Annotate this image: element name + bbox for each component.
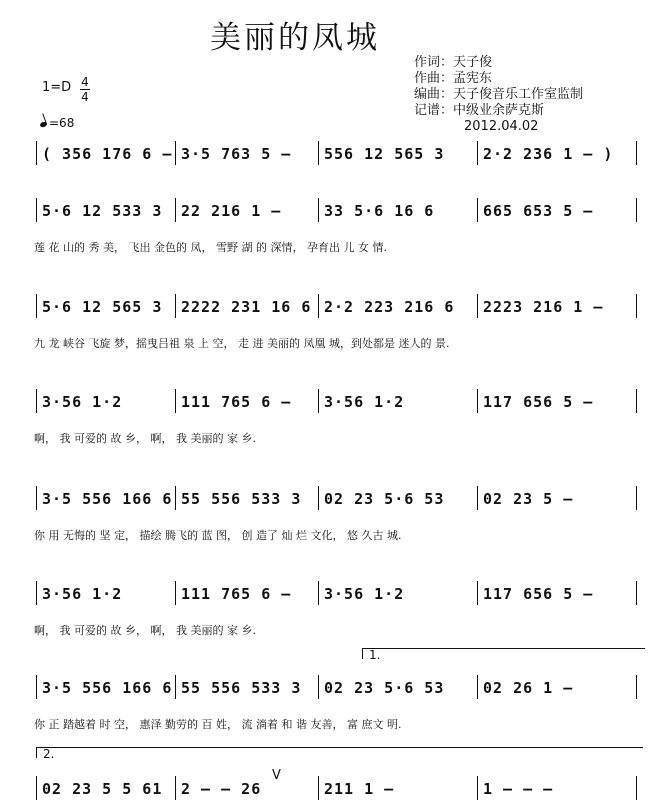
barline: [636, 776, 637, 800]
measure: 111 765 6 –: [181, 393, 292, 411]
measure: 2·2 223 216 6: [324, 298, 455, 316]
barline: [636, 389, 637, 413]
barline: [318, 675, 319, 699]
measure: 3·56 1·2: [42, 585, 123, 603]
measure: 22 216 1 –: [181, 202, 282, 220]
barline: [175, 776, 176, 800]
measure: 02 23 5 –: [483, 490, 574, 508]
measure: 02 23 5·6 53: [324, 679, 445, 697]
barline: [318, 198, 319, 222]
barline: [175, 581, 176, 605]
barline: [36, 389, 37, 413]
measure: ( 356 176 6 –: [42, 145, 173, 163]
barline: [477, 776, 478, 800]
lyricist-credit: 作词：天子俊: [414, 55, 493, 70]
barline: [636, 581, 637, 605]
measure: 3·56 1·2: [42, 393, 123, 411]
barline: [477, 198, 478, 222]
barline: [36, 581, 37, 605]
measure: 2·2 236 1 – ): [483, 145, 614, 163]
measure: 33 5·6 16 6: [324, 202, 435, 220]
lyric-line: 莲 花 山的 秀 美， 飞出 金色的 凤， 雪野 湖 的 深情， 孕育出 儿 女 情.: [34, 241, 387, 254]
measure: 5·6 12 533 3: [42, 202, 163, 220]
song-title: 美丽的凤城: [210, 20, 380, 56]
measure: 55 556 533 3: [181, 490, 302, 508]
measure: 02 23 5 5 61: [42, 780, 163, 798]
barline: [318, 141, 319, 165]
barline: [175, 486, 176, 510]
lyric-line: 九 龙 峡谷 飞旋 梦，摇曳吕祖 泉 上 空， 走 进 美丽的 凤凰 城，到处都是 迷人的 景.: [34, 337, 450, 350]
measure: 3·5 763 5 –: [181, 145, 292, 163]
date-credit: 2012.04.02: [464, 119, 539, 134]
measure: 2222 231 16 6: [181, 298, 312, 316]
barline: [636, 198, 637, 222]
barline: [318, 581, 319, 605]
measure: 02 26 1 –: [483, 679, 574, 697]
lyric-line: 你 正 踏越着 时 空， 惠泽 勤劳的 百 姓， 流 淌着 和 谐 友善， 富 庶文 明.: [34, 718, 402, 731]
measure: 111 765 6 –: [181, 585, 292, 603]
first-ending-label: 1.: [369, 648, 381, 662]
transcriber-credit: 记谱：中级业余萨克斯: [414, 103, 545, 118]
second-ending-bracket: [36, 747, 643, 761]
breath-mark: V: [272, 768, 281, 783]
second-ending-label: 2.: [43, 747, 55, 761]
barline: [636, 294, 637, 318]
barline: [477, 486, 478, 510]
barline: [636, 675, 637, 699]
lyric-line: 你 用 无悔的 坚 定， 描绘 腾飞的 蓝 图， 创 造了 灿 烂 文化， 悠 久古 城.: [34, 529, 402, 542]
barline: [318, 294, 319, 318]
measure: 5·6 12 565 3: [42, 298, 163, 316]
barline: [477, 389, 478, 413]
measure: 1 – – –: [483, 780, 554, 798]
lyric-line: 啊， 我 可爱的 故 乡， 啊， 我 美丽的 家 乡.: [34, 624, 256, 637]
barline: [636, 486, 637, 510]
measure: 02 23 5·6 53: [324, 490, 445, 508]
barline: [175, 675, 176, 699]
barline: [36, 776, 37, 800]
measure: 3·5 556 166 6: [42, 679, 173, 697]
barline: [477, 675, 478, 699]
measure: 3·56 1·2: [324, 585, 405, 603]
measure: 117 656 5 –: [483, 585, 594, 603]
first-ending-bracket: [362, 648, 645, 662]
barline: [477, 141, 478, 165]
time-signature-bottom: 4: [81, 90, 89, 104]
measure: 117 656 5 –: [483, 393, 594, 411]
barline: [36, 675, 37, 699]
barline: [477, 294, 478, 318]
barline: [175, 198, 176, 222]
barline: [318, 776, 319, 800]
measure: 556 12 565 3: [324, 145, 445, 163]
barline: [636, 141, 637, 165]
measure: 3·5 556 166 6: [42, 490, 173, 508]
barline: [36, 198, 37, 222]
composer-credit: 作曲：孟宪东: [414, 71, 493, 86]
barline: [36, 486, 37, 510]
measure: 665 653 5 –: [483, 202, 594, 220]
barline: [36, 294, 37, 318]
measure: 2 – – 26: [181, 780, 262, 798]
barline: [318, 486, 319, 510]
lyric-line: 啊， 我 可爱的 故 乡， 啊， 我 美丽的 家 乡.: [34, 432, 256, 445]
barline: [175, 141, 176, 165]
time-signature-top: 4: [81, 75, 89, 89]
barline: [36, 141, 37, 165]
tempo-value: =68: [49, 116, 75, 130]
barline: [175, 294, 176, 318]
measure: 2223 216 1 –: [483, 298, 604, 316]
barline: [318, 389, 319, 413]
key-signature: 1=D: [42, 80, 72, 95]
measure: 211 1 –: [324, 780, 395, 798]
measure: 3·56 1·2: [324, 393, 405, 411]
measure: 55 556 533 3: [181, 679, 302, 697]
barline: [175, 389, 176, 413]
barline: [477, 581, 478, 605]
arranger-credit: 编曲：天子俊音乐工作室监制: [414, 87, 584, 102]
